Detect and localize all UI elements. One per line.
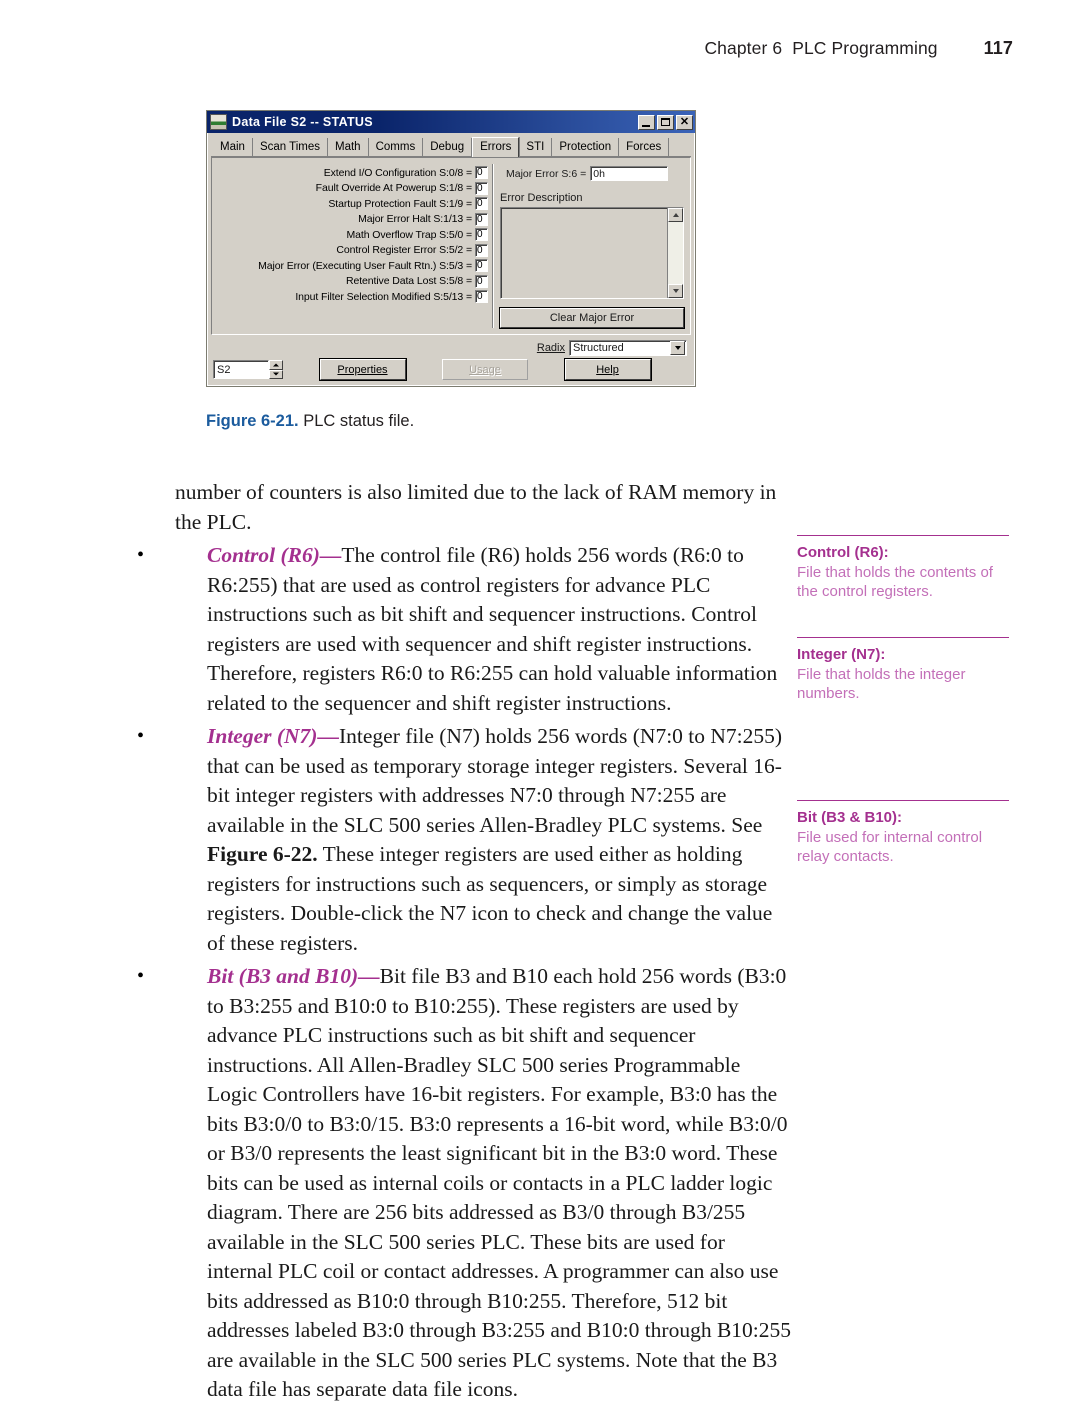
close-icon: ✕ bbox=[679, 115, 690, 128]
em-dash: — bbox=[358, 964, 380, 988]
status-bit-label: Control Register Error S:5/2 = bbox=[336, 244, 472, 256]
tab-sti[interactable]: STI bbox=[519, 138, 552, 156]
status-bit-value[interactable]: 0 bbox=[475, 244, 488, 257]
status-bit-row bbox=[216, 166, 488, 179]
status-bit-label: Extend I/O Configuration S:0/8 = bbox=[323, 166, 472, 179]
maximize-icon bbox=[661, 118, 670, 126]
running-head-title: PLC Programming bbox=[792, 38, 938, 58]
help-button[interactable] bbox=[565, 359, 651, 380]
window-titlebar[interactable] bbox=[207, 111, 695, 133]
note-body: File that holds the integer numbers. bbox=[797, 666, 966, 702]
term-integer-n7: Integer (N7) bbox=[207, 724, 318, 748]
scroll-down-button[interactable] bbox=[668, 284, 683, 298]
note-body: File used for internal control relay contacts. bbox=[797, 829, 983, 865]
status-bit-row bbox=[216, 290, 488, 303]
data-file-status-window bbox=[206, 110, 696, 387]
stepper-up-button[interactable] bbox=[269, 360, 283, 370]
close-button[interactable] bbox=[676, 115, 693, 130]
intro-paragraph: number of counters is also limited due to the lack of RAM memory in the PLC. bbox=[175, 480, 777, 534]
term-bit-b3-b10: Bit (B3 and B10) bbox=[207, 964, 359, 988]
tab-bar bbox=[211, 136, 691, 157]
chevron-down-icon bbox=[675, 346, 681, 350]
bullet-text-integer-n7-cont: These integer registers are used either as holding registers for instructions such as sequencers, or simply as storage registers. Double-click the N7 icon to check and change the value of these registers. bbox=[207, 842, 773, 955]
chevron-down-icon bbox=[673, 289, 679, 293]
note-title: Integer (N7): bbox=[797, 646, 886, 663]
tab-math[interactable]: Math bbox=[328, 138, 369, 156]
error-description-scrollbar[interactable] bbox=[667, 208, 683, 298]
page-number: 117 bbox=[983, 38, 1013, 58]
note-rule bbox=[797, 535, 1009, 536]
radix-select[interactable] bbox=[569, 340, 687, 356]
bullet-icon: • bbox=[137, 544, 145, 566]
status-bits-list bbox=[216, 164, 488, 328]
margin-note-bit-b3-b10 bbox=[797, 800, 1009, 866]
properties-button[interactable] bbox=[320, 359, 406, 380]
chevron-up-icon bbox=[673, 213, 679, 217]
bullet-icon: • bbox=[137, 725, 145, 747]
figure-caption bbox=[206, 412, 414, 431]
note-title: Bit (B3 & B10): bbox=[797, 809, 903, 826]
figure-reference-6-22: Figure 6-22. bbox=[207, 842, 318, 866]
radix-label bbox=[537, 342, 565, 354]
usage-button-label: Usage bbox=[469, 363, 501, 376]
status-bit-label: Math Overflow Trap S:5/0 = bbox=[346, 228, 472, 241]
panel-divider bbox=[492, 164, 494, 328]
radix-label-text: Radix bbox=[536, 342, 565, 354]
status-bit-row bbox=[216, 259, 488, 272]
bullet-text-integer-n7: Integer file (N7) holds 256 words (N7:0 to N7:255) that can be used as temporary storage integer registers. Several 16-bit integer registers with addresses N7:0 through N7:255 are available in the SLC 500 series Allen-Bradley PLC systems. See bbox=[207, 724, 783, 837]
status-bit-value[interactable]: 0 bbox=[475, 213, 488, 226]
tab-protection[interactable]: Protection bbox=[552, 138, 619, 156]
status-bit-label: Major Error Halt S:1/13 = bbox=[358, 213, 472, 225]
data-file-stepper[interactable] bbox=[213, 360, 283, 379]
margin-note-integer-n7 bbox=[797, 637, 1009, 703]
major-error-input[interactable]: 0h bbox=[590, 166, 668, 181]
radix-selected-value: Structured bbox=[573, 342, 624, 354]
figure-6-21 bbox=[206, 110, 696, 387]
figure-caption-number: Figure 6-21. bbox=[206, 412, 299, 430]
status-bit-value[interactable]: 0 bbox=[475, 228, 488, 241]
major-error-label: Major Error S:6 = bbox=[506, 167, 587, 180]
status-bit-value[interactable]: 0 bbox=[475, 290, 488, 303]
status-bit-row bbox=[216, 228, 488, 241]
status-bit-label: Startup Protection Fault S:1/9 = bbox=[328, 197, 472, 210]
error-detail-panel bbox=[500, 164, 684, 328]
running-head bbox=[704, 38, 1013, 59]
radix-row bbox=[211, 340, 687, 356]
scroll-up-button[interactable] bbox=[668, 208, 683, 222]
status-bit-value[interactable]: 0 bbox=[475, 197, 488, 210]
note-rule bbox=[797, 637, 1009, 638]
note-title: Control (R6): bbox=[797, 544, 889, 561]
tab-debug[interactable]: Debug bbox=[423, 138, 472, 156]
usage-button bbox=[442, 359, 528, 380]
status-bit-value[interactable]: 0 bbox=[475, 166, 488, 179]
window-title: Data File S2 -- STATUS bbox=[232, 115, 373, 129]
status-bit-label: Retentive Data Lost S:5/8 = bbox=[345, 275, 472, 287]
bullet-item-control-r6 bbox=[137, 541, 795, 718]
status-bit-row bbox=[216, 213, 488, 226]
bullet-text-bit-b3-b10: Bit file B3 and B10 each hold 256 words (B3:0 to B3:255 and B10:0 to B10:255). These registers are used by advance PLC instructions such as bit shift and sequencer instructions. All Allen-Bradley SLC 500 series Programmable Logic Controllers have 16-bit registers. For example, B3:0 has the bits B3:0/0 to B3:0/15. B3:0 represents a 16-bit word, while B3:0/0 or B3/0 represents the least significant bit in the B3:0 word. These bits can be used as internal coils or contacts in a PLC ladder logic diagram. There are 256 bits addressed as B3/0 through B3/255 available in the SLC 500 series PLC. These bits are used for internal PLC coil or contact addresses. A programmer can also use bits addressed as B10:0 through B10:255. Therefore, 512 bit addresses labeled B3:0 through B3:255 and B10:0 through B10:255 are available in the SLC 500 series PLC systems. Note that the B3 data file has separate data file icons. bbox=[207, 964, 792, 1401]
margin-notes bbox=[797, 535, 1009, 892]
status-bit-value[interactable]: 0 bbox=[475, 275, 488, 288]
window-footer bbox=[211, 359, 691, 382]
minimize-icon bbox=[642, 125, 650, 127]
error-description-box bbox=[500, 207, 684, 299]
chevron-up-icon bbox=[273, 363, 279, 366]
bullet-icon: • bbox=[137, 965, 145, 987]
note-rule bbox=[797, 800, 1009, 801]
status-bit-row bbox=[216, 197, 488, 210]
note-body: File that holds the contents of the control registers. bbox=[797, 564, 993, 600]
maximize-button[interactable] bbox=[657, 115, 674, 130]
window-body bbox=[207, 133, 695, 386]
minimize-button[interactable] bbox=[638, 115, 655, 130]
bullet-item-bit-b3-b10 bbox=[137, 962, 795, 1405]
bullet-item-integer-n7 bbox=[137, 722, 795, 958]
error-description-textarea[interactable] bbox=[501, 208, 667, 298]
running-head-chapter: Chapter 6 bbox=[704, 38, 783, 58]
status-bit-label: Input Filter Selection Modified S:5/13 = bbox=[295, 290, 472, 303]
status-bit-value[interactable]: 0 bbox=[475, 259, 488, 272]
stepper-down-button[interactable] bbox=[269, 370, 283, 380]
status-bit-label: Major Error (Executing User Fault Rtn.) S:5/3 = bbox=[258, 259, 472, 272]
body-column bbox=[137, 478, 795, 1405]
status-bit-row bbox=[216, 182, 488, 195]
data-file-icon bbox=[210, 114, 227, 130]
status-bit-row bbox=[216, 275, 488, 288]
status-bit-label: Fault Override At Powerup S:1/8 = bbox=[315, 182, 472, 194]
error-description-label: Error Description bbox=[500, 192, 583, 204]
window-button-group bbox=[638, 115, 693, 130]
properties-button-label: Properties bbox=[337, 363, 388, 376]
help-button-label: Help bbox=[596, 363, 619, 376]
tab-scan-times[interactable]: Scan Times bbox=[253, 138, 328, 156]
stepper-buttons bbox=[269, 360, 283, 379]
em-dash: — bbox=[319, 543, 342, 567]
radix-dropdown-button[interactable] bbox=[670, 341, 685, 355]
tab-errors[interactable]: Errors bbox=[472, 137, 519, 157]
major-error-row bbox=[500, 166, 684, 181]
tab-main[interactable]: Main bbox=[213, 138, 253, 156]
em-dash: — bbox=[317, 724, 339, 748]
status-bit-row bbox=[216, 244, 488, 257]
margin-note-control-r6 bbox=[797, 535, 1009, 601]
tab-comms[interactable]: Comms bbox=[369, 138, 424, 156]
status-bit-value[interactable]: 0 bbox=[475, 182, 488, 195]
tab-forces[interactable]: Forces bbox=[619, 138, 669, 156]
bullet-text-control-r6: The control file (R6) holds 256 words (R6:0 to R6:255) that are used as control registers for advance PLC instructions such as bit shift and sequencer instructions. Control registers are used with sequencer and shift register instructions. Therefore, registers R6:0 to R6:255 can hold valuable information related to the sequencer and shift register instructions. bbox=[207, 543, 778, 715]
data-file-input[interactable]: S2 bbox=[213, 360, 269, 379]
figure-caption-text: PLC status file. bbox=[303, 412, 415, 430]
errors-panel bbox=[211, 157, 691, 335]
term-control-r6: Control (R6) bbox=[207, 543, 320, 567]
clear-major-error-button[interactable]: Clear Major Error bbox=[500, 308, 684, 328]
chevron-down-icon bbox=[273, 373, 279, 376]
